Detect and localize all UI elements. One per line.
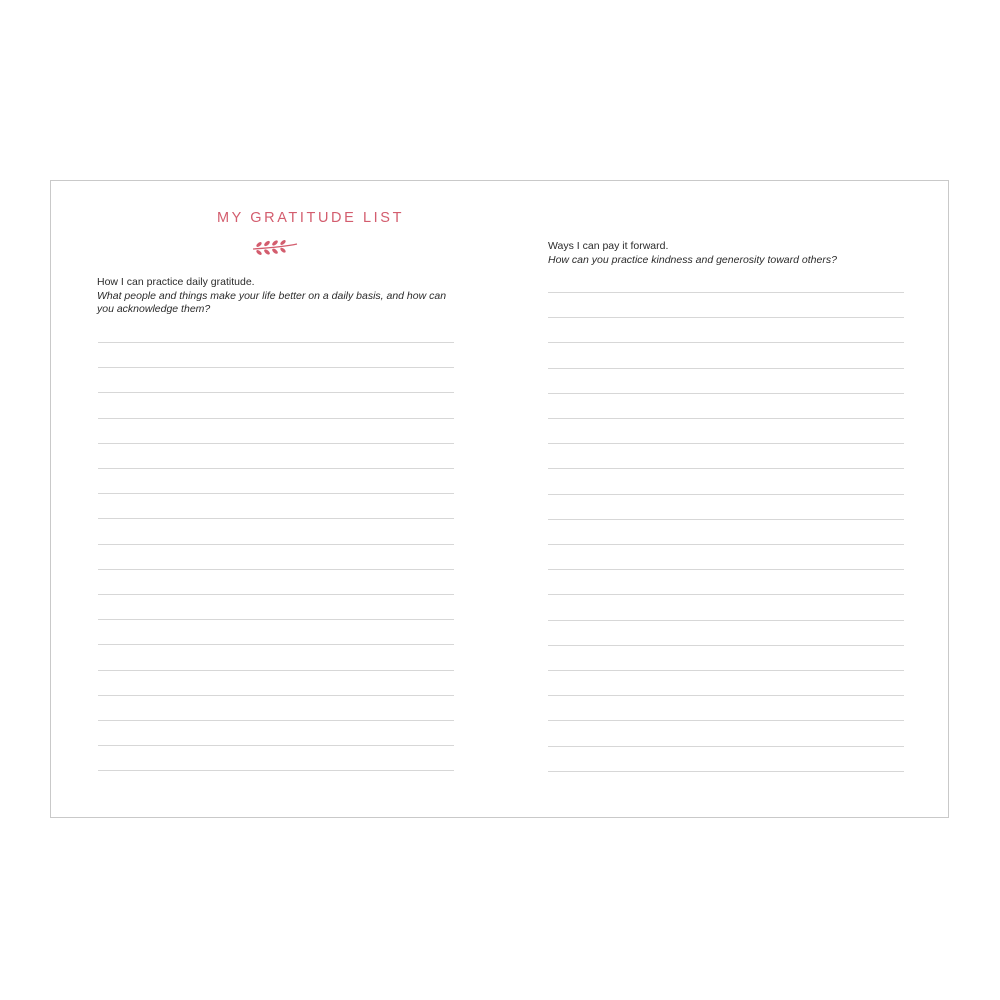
writing-line [548,292,904,293]
right-prompt-subtext: How can you practice kindness and generosity toward others? [548,253,837,266]
writing-line [98,367,454,368]
left-prompt-question: How I can practice daily gratitude. [97,276,255,288]
writing-line [548,494,904,495]
left-prompt-subtext: What people and things make your life better on a daily basis, and how can you acknowledge them? [97,289,447,315]
writing-line [548,695,904,696]
leaf-sprig-icon [251,238,299,258]
writing-line [548,418,904,419]
left-prompt [97,276,457,317]
writing-line [98,468,454,469]
writing-line [548,620,904,621]
writing-line [98,619,454,620]
writing-line [98,443,454,444]
page-title: MY GRATITUDE LIST [216,210,405,226]
writing-line [98,745,454,746]
writing-line [548,443,904,444]
writing-line [548,317,904,318]
writing-line [98,569,454,570]
writing-line [98,493,454,494]
writing-line [98,544,454,545]
journal-spread [50,180,949,818]
writing-line [548,594,904,595]
right-prompt-question: Ways I can pay it forward. [548,240,669,252]
writing-line [548,569,904,570]
writing-line [98,392,454,393]
writing-line [98,720,454,721]
writing-line [98,695,454,696]
writing-line [548,393,904,394]
writing-line [98,418,454,419]
right-prompt [548,240,908,267]
writing-line [548,645,904,646]
writing-line [548,468,904,469]
writing-line [548,342,904,343]
writing-line [548,544,904,545]
writing-line [548,771,904,772]
writing-line [548,746,904,747]
writing-line [98,670,454,671]
writing-line [98,518,454,519]
writing-line [98,594,454,595]
writing-line [548,368,904,369]
writing-line [548,720,904,721]
writing-line [98,342,454,343]
writing-line [98,770,454,771]
writing-line [548,670,904,671]
writing-line [98,644,454,645]
writing-line [548,519,904,520]
